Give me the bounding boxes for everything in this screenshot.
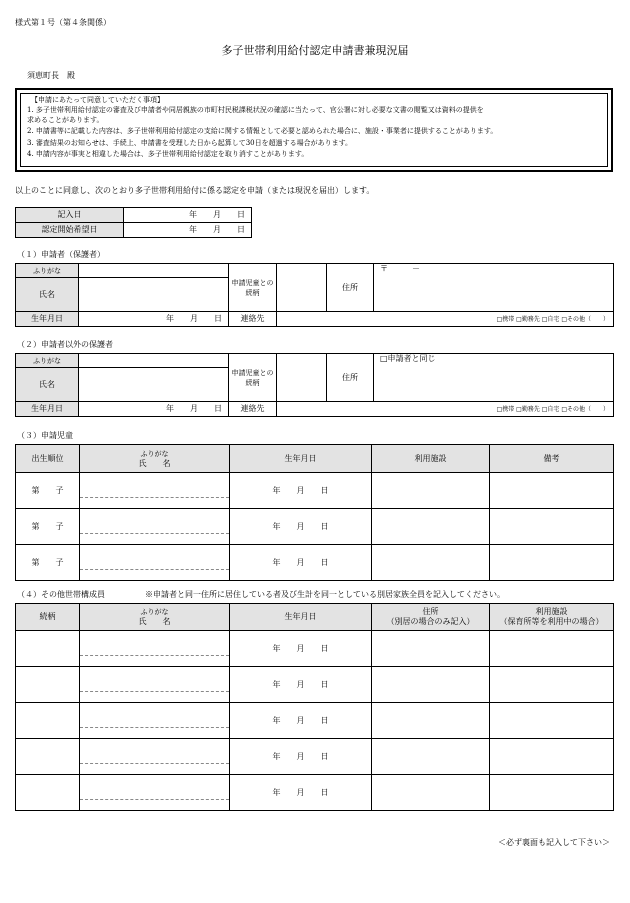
- address-label: 住所: [327, 354, 374, 402]
- child-birth-cell[interactable]: 年 月 日: [230, 509, 372, 545]
- member-relation-cell[interactable]: [16, 667, 80, 703]
- birth-date-header: 生年月日: [230, 604, 372, 631]
- member-relation-cell[interactable]: [16, 775, 80, 811]
- child-name-cell[interactable]: [80, 545, 230, 581]
- child-remarks-cell[interactable]: [490, 545, 614, 581]
- footer-note: ＜必ず裏面も記入して下さい＞: [498, 838, 610, 847]
- guardian-birth-field[interactable]: 年 月 日: [79, 402, 229, 417]
- table-row: [16, 545, 614, 581]
- same-as-applicant-checkbox[interactable]: □申請者と同じ: [380, 354, 436, 363]
- child-birth-cell[interactable]: 年 月 日: [230, 473, 372, 509]
- children-table: [15, 444, 614, 581]
- relation-label: 申請児童との続柄: [229, 264, 277, 312]
- table-row: [16, 739, 614, 775]
- member-address-cell[interactable]: [372, 631, 490, 667]
- applicant-birth-field[interactable]: 年 月 日: [79, 312, 229, 327]
- notice-item: 2. 申請書等に記載した内容は、多子世帯利用給付認定の支給に関する情報として必要と認められた場合に、施設・事業者に提供することがあります。: [27, 127, 498, 135]
- notice-item: 求めることがあります。: [27, 116, 104, 124]
- member-relation-cell[interactable]: [16, 703, 80, 739]
- applicant-furigana-field[interactable]: [79, 264, 229, 278]
- member-birth-cell[interactable]: 年 月 日: [230, 667, 372, 703]
- contact-options: □携帯 □勤務先 □自宅 □その他（ ）: [496, 405, 609, 413]
- applicant-relation-field[interactable]: [277, 264, 327, 312]
- furigana-name-header: ふりがな 氏 名: [80, 445, 230, 473]
- agreement-text: 以上のことに同意し、次のとおり多子世帯利用給付に係る認定を申請（または現況を届出）します。: [15, 186, 375, 195]
- applicant-contact-field[interactable]: [277, 312, 614, 327]
- relation-header: 続柄: [16, 604, 80, 631]
- member-address-cell[interactable]: [372, 739, 490, 775]
- member-facility-cell[interactable]: [490, 775, 614, 811]
- relation-label: 申請児童との続柄: [229, 354, 277, 402]
- name-label: 氏名: [16, 368, 79, 402]
- child-name-cell[interactable]: [80, 473, 230, 509]
- table-row: [16, 667, 614, 703]
- remarks-header: 備考: [490, 445, 614, 473]
- furigana-label: ふりがな: [16, 264, 79, 278]
- member-name-cell[interactable]: [80, 739, 230, 775]
- section-3-title: （３）申請児童: [17, 431, 73, 440]
- applicant-address-field[interactable]: [374, 264, 614, 312]
- section-2-title: （２）申請者以外の保護者: [17, 340, 113, 349]
- section-4-note: ※申請者と同一住所に居住している者及び生計を同一としている別居家族全員を記入してください。: [145, 590, 505, 599]
- notice-heading: 【申請にあたって同意していただく事項】: [31, 96, 164, 104]
- birth-order-cell[interactable]: 第 子: [16, 473, 80, 509]
- table-row: [16, 631, 614, 667]
- consent-notice-box: [15, 88, 613, 172]
- name-label: 氏名: [16, 278, 79, 312]
- start-date-field[interactable]: 年 月 日: [124, 223, 252, 238]
- member-birth-cell[interactable]: 年 月 日: [230, 739, 372, 775]
- postal-mark: 〒 －: [380, 264, 420, 273]
- member-facility-cell[interactable]: [490, 703, 614, 739]
- child-facility-cell[interactable]: [372, 545, 490, 581]
- applicant-table: [15, 263, 614, 327]
- start-date-label: 認定開始希望日: [16, 223, 124, 238]
- table-row: [16, 509, 614, 545]
- member-birth-cell[interactable]: 年 月 日: [230, 775, 372, 811]
- addressee: 須恵町長 殿: [27, 71, 75, 80]
- address-header: 住所 （別居の場合のみ記入）: [372, 604, 490, 631]
- table-row: [16, 473, 614, 509]
- member-name-cell[interactable]: [80, 775, 230, 811]
- child-birth-cell[interactable]: 年 月 日: [230, 545, 372, 581]
- member-address-cell[interactable]: [372, 775, 490, 811]
- member-facility-cell[interactable]: [490, 631, 614, 667]
- contact-label: 連絡先: [229, 402, 277, 417]
- guardian-name-field[interactable]: [79, 368, 229, 402]
- applicant-name-field[interactable]: [79, 278, 229, 312]
- child-remarks-cell[interactable]: [490, 473, 614, 509]
- birth-date-label: 生年月日: [16, 402, 79, 417]
- member-relation-cell[interactable]: [16, 631, 80, 667]
- child-remarks-cell[interactable]: [490, 509, 614, 545]
- member-birth-cell[interactable]: 年 月 日: [230, 631, 372, 667]
- member-name-cell[interactable]: [80, 667, 230, 703]
- member-relation-cell[interactable]: [16, 739, 80, 775]
- use-facility-header: 利用施設 （保育所等を利用中の場合）: [490, 604, 614, 631]
- child-facility-cell[interactable]: [372, 473, 490, 509]
- member-birth-cell[interactable]: 年 月 日: [230, 703, 372, 739]
- member-address-cell[interactable]: [372, 703, 490, 739]
- contact-label: 連絡先: [229, 312, 277, 327]
- other-guardian-table: [15, 353, 614, 417]
- guardian-relation-field[interactable]: [277, 354, 327, 402]
- furigana-label: ふりがな: [16, 354, 79, 368]
- table-row: [16, 775, 614, 811]
- furigana-name-header: ふりがな 氏 名: [80, 604, 230, 631]
- notice-item: 3. 審査結果のお知らせは、手続上、申請書を受理した日から起算して30日を超過する場合があります。: [27, 139, 353, 147]
- notice-item: 4. 申請内容が事実と相違した場合は、多子世帯利用給付認定を取り消すことがあります。: [27, 150, 309, 158]
- guardian-contact-field[interactable]: [277, 402, 614, 417]
- contact-options: □携帯 □勤務先 □自宅 □その他（ ）: [496, 315, 609, 323]
- entry-date-field[interactable]: 年 月 日: [124, 208, 252, 223]
- birth-date-label: 生年月日: [16, 312, 79, 327]
- entry-date-label: 記入日: [16, 208, 124, 223]
- member-facility-cell[interactable]: [490, 739, 614, 775]
- member-name-cell[interactable]: [80, 703, 230, 739]
- member-facility-cell[interactable]: [490, 667, 614, 703]
- facility-header: 利用施設: [372, 445, 490, 473]
- page-title: 多子世帯利用給付認定申請書兼現況届: [221, 44, 409, 57]
- child-name-cell[interactable]: [80, 509, 230, 545]
- section-4-title: （４）その他世帯構成員: [17, 590, 105, 599]
- table-row: [16, 703, 614, 739]
- section-1-title: （１）申請者（保護者）: [17, 250, 105, 259]
- form-number: 様式第１号（第４条関係）: [15, 18, 111, 27]
- member-name-cell[interactable]: [80, 631, 230, 667]
- member-address-cell[interactable]: [372, 667, 490, 703]
- dates-table: [15, 207, 252, 238]
- guardian-address-field[interactable]: [374, 354, 614, 402]
- household-table: [15, 603, 614, 811]
- birth-date-header: 生年月日: [230, 445, 372, 473]
- birth-order-cell[interactable]: 第 子: [16, 545, 80, 581]
- birth-order-header: 出生順位: [16, 445, 80, 473]
- guardian-furigana-field[interactable]: [79, 354, 229, 368]
- child-facility-cell[interactable]: [372, 509, 490, 545]
- notice-item: 1. 多子世帯利用給付認定の審査及び申請者や同居親族の市町村民税課税状況の確認に当たって、官公署に対し必要な文書の閲覧又は資料の提供を: [27, 106, 484, 114]
- address-label: 住所: [327, 264, 374, 312]
- birth-order-cell[interactable]: 第 子: [16, 509, 80, 545]
